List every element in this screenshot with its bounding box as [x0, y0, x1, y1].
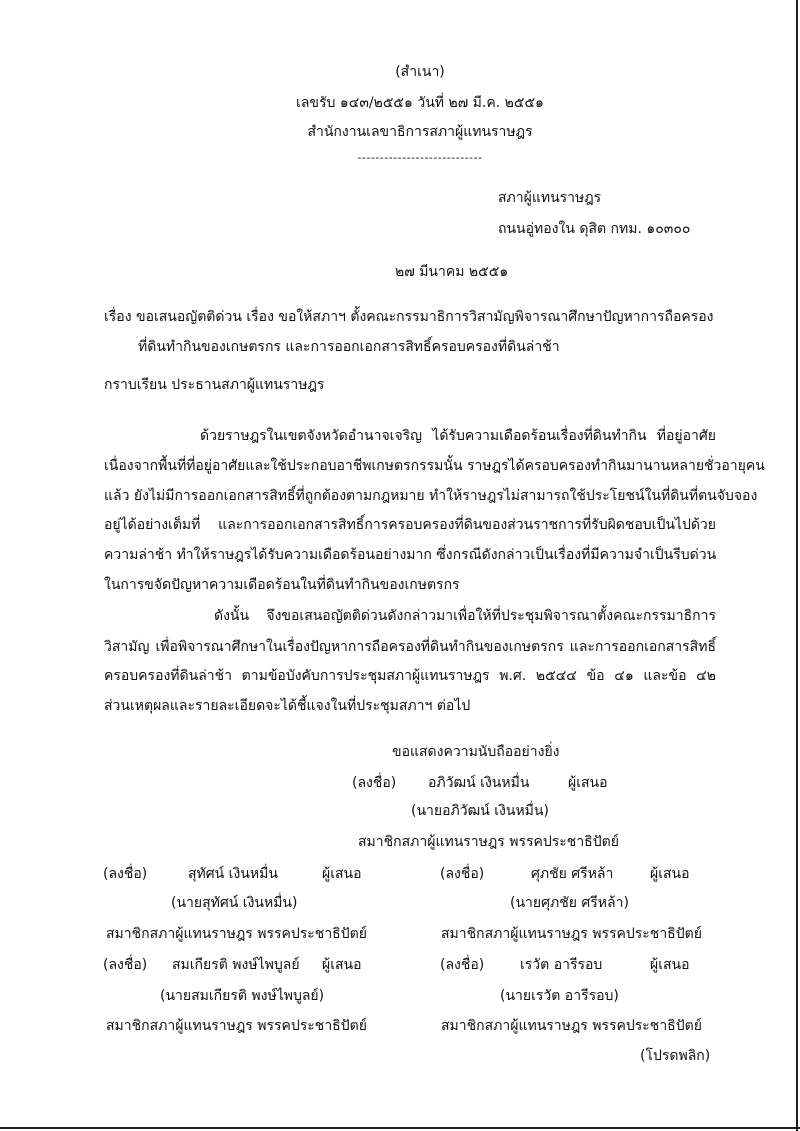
- sign-label: (ลงชื่อ): [440, 866, 485, 882]
- separator-line: ----------------------------: [357, 151, 483, 164]
- office-name: สำนักงานเลขาธิการสภาผู้แทนราษฎร: [307, 124, 533, 140]
- left-signature-2: สมเกียรติ พงษ์ไพบูลย์: [172, 957, 300, 973]
- body-p2-line: วิสามัญ เพื่อพิจารณาศึกษาในเรื่องปัญหาการถือครองที่ดินทำกินของเกษตรกร และการออกเอกสารสิทธิ์: [104, 639, 716, 655]
- right-signer-party-2: สมาชิกสภาผู้แทนราษฎร พรรคประชาธิปัตย์: [441, 1018, 702, 1034]
- address-line-1: สภาผู้แทนราษฎร: [498, 190, 602, 206]
- scan-edge-bottom: [0, 1127, 800, 1129]
- proposer-label: ผู้เสนอ: [322, 866, 362, 882]
- sign-label: (ลงชื่อ): [103, 957, 148, 973]
- body-p1-line: แล้ว ยังไม่มีการออกเอกสารสิทธิ์ที่ถูกต้องตามกฎหมาย ทำให้ราษฎรไม่สามารถใช้ประโยชน์ในที่ดินที่ตนจับจอง: [104, 488, 758, 504]
- body-p1-line: ในการขจัดปัญหาความเดือดร้อนในที่ดินทำกินของเกษตรกร: [104, 577, 460, 593]
- right-signature-2: เรวัต อารีรอบ: [520, 957, 603, 973]
- left-signer-name-2: (นายสมเกียรติ พงษ์ไพบูลย์): [160, 988, 325, 1004]
- subject-line-2: ที่ดินทำกินของเกษตรกร และการออกเอกสารสิทธิ์ครอบครองที่ดินล่าช้า: [138, 339, 560, 355]
- main-signature: อภิวัฒน์ เงินหมื่น: [428, 775, 530, 791]
- left-signer-party-1: สมาชิกสภาผู้แทนราษฎร พรรคประชาธิปัตย์: [106, 926, 367, 942]
- body-p2-line: ดังนั้น จึงขอเสนอญัตติด่วนดังกล่าวมาเพื่อให้ที่ประชุมพิจารณาตั้งคณะกรรมาธิการ: [214, 608, 716, 624]
- right-signer-name-1: (นายศุภชัย ศรีหล้า): [510, 895, 629, 911]
- subject-line-1: เรื่อง ขอเสนอญัตติด่วน เรื่อง ขอให้สภาฯ ตั้งคณะกรรมาธิการวิสามัญพิจารณาศึกษาปัญหาการถือครอง: [104, 309, 714, 325]
- main-signature-row: [0, 773, 800, 793]
- main-signer-name: (นายอภิวัฒน์ เงินหมื่น): [411, 803, 549, 819]
- right-signer-party-1: สมาชิกสภาผู้แทนราษฎร พรรคประชาธิปัตย์: [441, 926, 702, 942]
- scan-edge-right: [796, 0, 798, 1131]
- signature-row-2: [0, 955, 800, 975]
- right-signer-name-2: (นายเรวัต อารีรอบ): [500, 988, 619, 1004]
- copy-mark: (สำเนา): [395, 64, 445, 80]
- body-p1-line: เนื่องจากพื้นที่ที่อยู่อาศัยและใช้ประกอบอาชีพเกษตรกรรมนั้น ราษฎรได้ครอบครองทำกินมานานหลายชั่วอายุคน: [104, 458, 765, 474]
- body-p1-line: ด้วยราษฎรในเขตจังหวัดอำนาจเจริญ ได้รับความเดือดร้อนเรื่องที่ดินทำกิน ที่อยู่อาศัย: [200, 428, 716, 444]
- left-signer-name-1: (นายสุทัศน์ เงินหมื่น): [171, 895, 298, 911]
- proposer-label: ผู้เสนอ: [322, 957, 362, 973]
- main-signer-party: สมาชิกสภาผู้แทนราษฎร พรรคประชาธิปัตย์: [358, 834, 619, 850]
- address-line-2: ถนนอู่ทองใน ดุสิต กทม. ๑๐๓๐๐: [498, 221, 691, 237]
- sign-label: (ลงชื่อ): [440, 957, 485, 973]
- right-signature-1: ศุภชัย ศรีหล้า: [531, 866, 614, 882]
- body-p2-line: ส่วนเหตุผลและรายละเอียดจะได้ชี้แจงในที่ประชุมสภาฯ ต่อไป: [104, 698, 471, 714]
- sign-label: (ลงชื่อ): [103, 866, 148, 882]
- proposer-label: ผู้เสนอ: [568, 775, 608, 791]
- proposer-label: ผู้เสนอ: [650, 866, 690, 882]
- salutation: กราบเรียน ประธานสภาผู้แทนราษฎร: [104, 377, 325, 393]
- proposer-label: ผู้เสนอ: [650, 957, 690, 973]
- body-p1-line: อยู่ได้อย่างเต็มที่ และการออกเอกสารสิทธิ์การครอบครองที่ดินของส่วนราชการที่รับผิดชอบเป็นไปด้วย: [104, 517, 716, 533]
- body-p1-line: ความล่าช้า ทำให้ราษฎรได้รับความเดือดร้อนอย่างมาก ซึ่งกรณีดังกล่าวเป็นเรื่องที่มีความจำเป็นรีบด่วน: [104, 547, 717, 563]
- body-p2-line: ครอบครองที่ดินล่าช้า ตามข้อบังคับการประชุมสภาผู้แทนราษฎร พ.ศ. ๒๕๔๔ ข้อ ๔๑ และข้อ ๔๒: [104, 668, 716, 684]
- sign-label: (ลงชื่อ): [352, 775, 397, 791]
- document-date: ๒๗ มีนาคม ๒๕๕๑: [395, 264, 509, 280]
- left-signer-party-2: สมาชิกสภาผู้แทนราษฎร พรรคประชาธิปัตย์: [106, 1018, 367, 1034]
- left-signature-1: สุทัศน์ เงินหมื่น: [188, 866, 278, 882]
- receipt-number: เลขรับ ๑๔๓/๒๕๕๑ วันที่ ๒๗ มี.ค. ๒๕๕๑: [296, 95, 544, 111]
- closing-phrase: ขอแสดงความนับถืออย่างยิ่ง: [392, 744, 560, 760]
- signature-row-1: [0, 864, 800, 884]
- turn-page-note: (โปรดพลิก): [640, 1048, 711, 1064]
